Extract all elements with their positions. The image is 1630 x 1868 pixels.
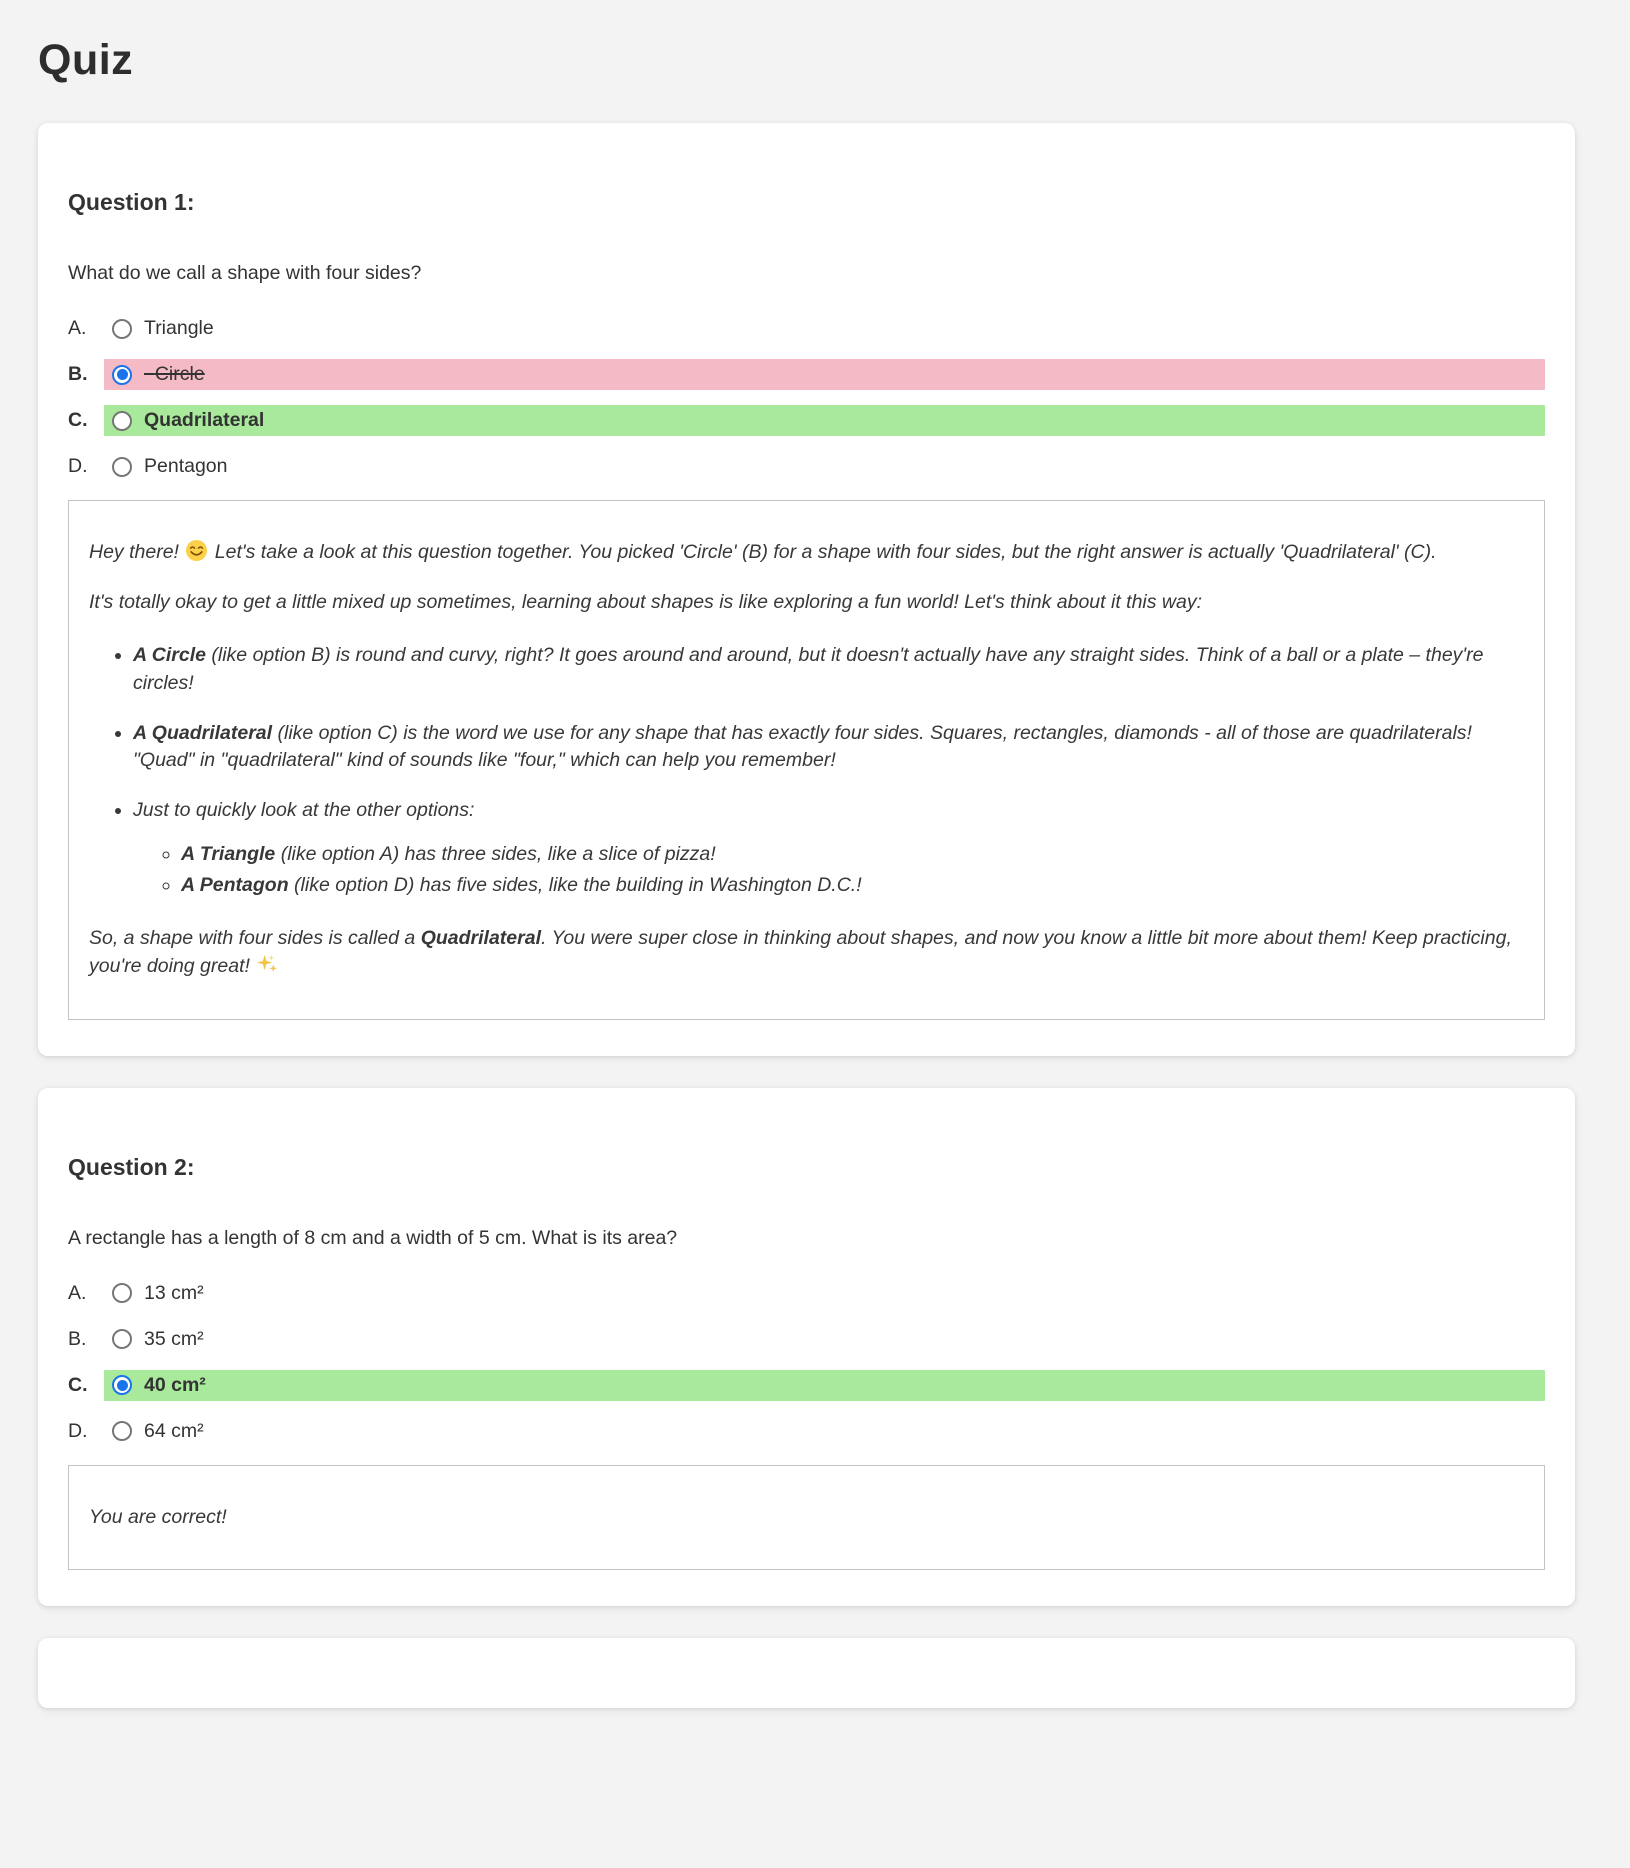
radio-icon-a[interactable] <box>112 319 132 339</box>
feedback-sublist-item: ◦ A Triangle (like option A) has three sides, like a slice of pizza! <box>181 841 1524 869</box>
option-choice-a[interactable] <box>104 313 1545 344</box>
feedback-paragraph: So, a shape with four sides is called a Quadrilateral. You were super close in thinking about shapes, and now you know a little bit more about them! Keep practicing, you're doing great! <box>89 927 1512 977</box>
question-card-1 <box>38 123 1575 1056</box>
option-row-b <box>68 359 1545 390</box>
feedback-list <box>89 642 1524 899</box>
sparkles-emoji <box>255 955 280 977</box>
option-label-c: Quadrilateral <box>144 409 265 431</box>
radio-icon-b-checked[interactable] <box>112 365 132 385</box>
question-1-text: What do we call a shape with four sides? <box>68 262 422 284</box>
question-2-feedback-box <box>68 1465 1545 1571</box>
option-label-c: 40 cm² <box>144 1373 206 1396</box>
radio-icon-b[interactable] <box>112 1329 132 1349</box>
radio-icon-c[interactable] <box>112 411 132 431</box>
smiling-face-emoji <box>184 541 209 563</box>
feedback-paragraph: Hey there! Let's take a look at this question together. You picked 'Circle' (B) for a shape with four sides, but the right answer is actually 'Quadrilateral' (C). <box>89 541 1437 563</box>
option-choice-a[interactable] <box>104 1278 1545 1309</box>
feedback-sublist <box>133 841 1524 899</box>
option-letter-d: D. <box>68 1419 88 1442</box>
option-letter-c: C. <box>68 409 88 431</box>
option-choice-c[interactable] <box>104 405 1545 436</box>
feedback-sublist-item: ◦ A Pentagon (like option D) has five sides, like the building in Washington D.C.! <box>181 872 1524 900</box>
question-card-3-partial <box>38 1638 1575 1708</box>
option-choice-b[interactable] <box>104 359 1545 390</box>
option-letter-d: D. <box>68 455 88 477</box>
option-choice-d[interactable] <box>104 1416 1545 1447</box>
option-letter-c: C. <box>68 1373 88 1396</box>
page-title: Quiz <box>38 36 134 84</box>
option-row-a <box>68 1278 1545 1309</box>
feedback-paragraph: You are correct! <box>89 1505 227 1528</box>
option-row-b <box>68 1324 1545 1355</box>
question-card-2 <box>38 1088 1575 1607</box>
radio-icon-c-checked[interactable] <box>112 1375 132 1395</box>
quiz-page <box>0 36 1630 1708</box>
option-label-b: 35 cm² <box>144 1327 204 1350</box>
option-label-d: Pentagon <box>144 455 228 477</box>
option-choice-c[interactable] <box>104 1370 1545 1401</box>
option-letter-a: A. <box>68 317 87 339</box>
question-2-label: Question 2: <box>68 1153 195 1180</box>
option-choice-b[interactable] <box>104 1324 1545 1355</box>
question-1-options <box>68 313 1545 482</box>
option-letter-b: B. <box>68 363 88 385</box>
radio-icon-a[interactable] <box>112 1283 132 1303</box>
option-row-a <box>68 313 1545 344</box>
option-choice-d[interactable] <box>104 451 1545 482</box>
feedback-list-item: • A Circle (like option B) is round and curvy, right? It goes around and around, but it doesn't actually have any straight sides. Think of a ball or a plate – they're circles! <box>133 642 1524 697</box>
option-letter-b: B. <box>68 1327 87 1350</box>
feedback-list-item: • Just to quickly look at the other options: ◦ A Triangle (like option A) has three sides, like a slice of pizza! ◦ A Pentagon (like option D) has five sides, like the building in Washington D.C.! <box>133 797 1524 899</box>
option-row-d <box>68 451 1545 482</box>
option-letter-a: A. <box>68 1281 87 1304</box>
radio-icon-d[interactable] <box>112 1421 132 1441</box>
feedback-paragraph: It's totally okay to get a little mixed up sometimes, learning about shapes is like exploring a fun world! Let's think about it this way: <box>89 590 1203 613</box>
radio-icon-d[interactable] <box>112 457 132 477</box>
option-label-d: 64 cm² <box>144 1419 204 1442</box>
question-1-label: Question 1: <box>68 189 195 215</box>
question-2-text: A rectangle has a length of 8 cm and a width of 5 cm. What is its area? <box>68 1226 678 1249</box>
feedback-content <box>89 1504 1524 1532</box>
feedback-content <box>89 539 1524 981</box>
question-2-options <box>68 1278 1545 1447</box>
feedback-list-item: • A Quadrilateral (like option C) is the word we use for any shape that has exactly four sides. Squares, rectangles, diamonds - all of those are quadrilaterals! "Quad" in "quadrilateral" kind of sounds like "four," which can help you remember! <box>133 720 1524 775</box>
option-label-a: 13 cm² <box>144 1281 204 1304</box>
option-label-a: Triangle <box>144 317 214 339</box>
option-label-b: Circle <box>154 363 205 385</box>
option-row-d <box>68 1416 1545 1447</box>
option-row-c <box>68 405 1545 436</box>
option-row-c <box>68 1370 1545 1401</box>
question-1-feedback-box <box>68 500 1545 1020</box>
